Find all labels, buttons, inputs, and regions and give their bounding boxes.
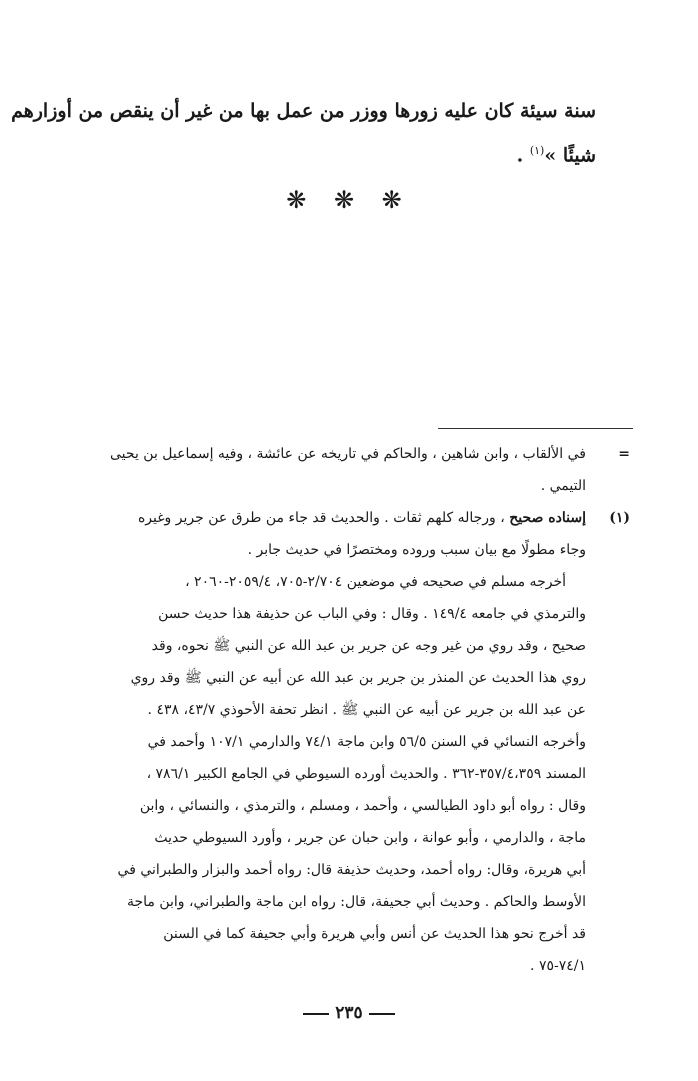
page-footer (0, 1003, 698, 1023)
footnote-line: وأخرجه النسائي في السنن ٥٦/٥ وابن ماجة ٧٤/١ والدارمي ١٠٧/١ وأحمد في (147, 734, 586, 750)
footnote-line: المسند ٣٥٧/٤،٣٥٩-٣٦٢ . والحديث أورده السيوطي في الجامع الكبير ٧٨٦/١ ، (146, 766, 586, 782)
footnote-1-text: ، ورجاله كلهم ثقات . والحديث قد جاء من طرق عن جرير وغيره (137, 510, 505, 526)
main-line-1: سنة سيئة كان عليه زورها ووزر من عمل بها من غير أن ينقص من أوزارهم (11, 100, 596, 122)
footnote-line: ٧٤/١-٧٥ . (530, 958, 586, 974)
footnotes (70, 438, 630, 982)
footnote-continuation (70, 438, 630, 502)
continuation-marker: = (618, 446, 630, 462)
footnote-line: والترمذي في جامعه ١٤٩/٤ . وقال : وفي الباب عن حذيفة هذا حديث حسن (158, 606, 586, 622)
footnote-line: أبي هريرة، وقال: رواه أحمد، وحديث حذيفة قال: رواه أحمد والبزار والطبراني في (117, 862, 586, 878)
footnote-1 (70, 502, 630, 982)
footnote-rule (438, 428, 633, 429)
footnote-1-marker: (١) (609, 510, 630, 526)
footnote-reference[interactable]: (١) (529, 144, 545, 157)
footnote-line (70, 502, 586, 534)
footnote-line: صحيح ، وقد روي من غير وجه عن جرير بن عبد الله عن النبي ﷺ نحوه، وقد (151, 638, 586, 654)
footnote-line: وجاء مطولًا مع بيان سبب وروده ومختصرًا في حديث جابر . (247, 542, 586, 558)
section-separator: ❋ ❋ ❋ (286, 186, 412, 214)
footer-dash-right (369, 1013, 395, 1015)
main-line-2 (96, 131, 596, 175)
footnote-line: الأوسط والحاكم . وحديث أبي جحيفة، قال: رواه ابن ماجة والطبراني، وابن ماجة (126, 894, 586, 910)
footer-dash-left (303, 1013, 329, 1015)
footnote-line: روي هذا الحديث عن المنذر بن جرير بن عبد الله عن أبيه عن النبي ﷺ وقد روي (130, 670, 586, 686)
footnote-line: التيمي . (540, 478, 586, 494)
page-number: ٢٣٥ (335, 1003, 363, 1023)
main-line-2-tail: . (516, 144, 530, 167)
footnote-line: أخرجه مسلم في صحيحه في موضعين ٢/٧٠٤-٧٠٥، ٢٠٥٩/٤-٢٠٦٠ ، (185, 574, 566, 590)
footnote-line: عن عبد الله بن جرير عن أبيه عن النبي ﷺ . انظر تحفة الأحوذي ٤٣/٧، ٤٣٨ . (147, 702, 586, 718)
main-text (11, 92, 596, 175)
footnote-1-bold: إسناده صحيح (509, 510, 586, 526)
footnote-line: ماجة ، والدارمي ، وأبو عوانة ، وابن حبان عن جرير ، وأورد السيوطي حديث (154, 830, 586, 846)
footnote-line: وقال : رواه أبو داود الطيالسي ، وأحمد ، ومسلم ، والترمذي ، والنسائي ، وابن (139, 798, 586, 814)
footnote-line: في الألقاب ، وابن شاهين ، والحاكم في تاريخه عن عائشة ، وفيه إسماعيل بن يحيى (110, 446, 586, 462)
footnote-line: قد أخرج نحو هذا الحديث عن أنس وأبي هريرة وأبي جحيفة كما في السنن (163, 926, 586, 942)
main-line-2-text: شيئًا » (544, 144, 596, 167)
